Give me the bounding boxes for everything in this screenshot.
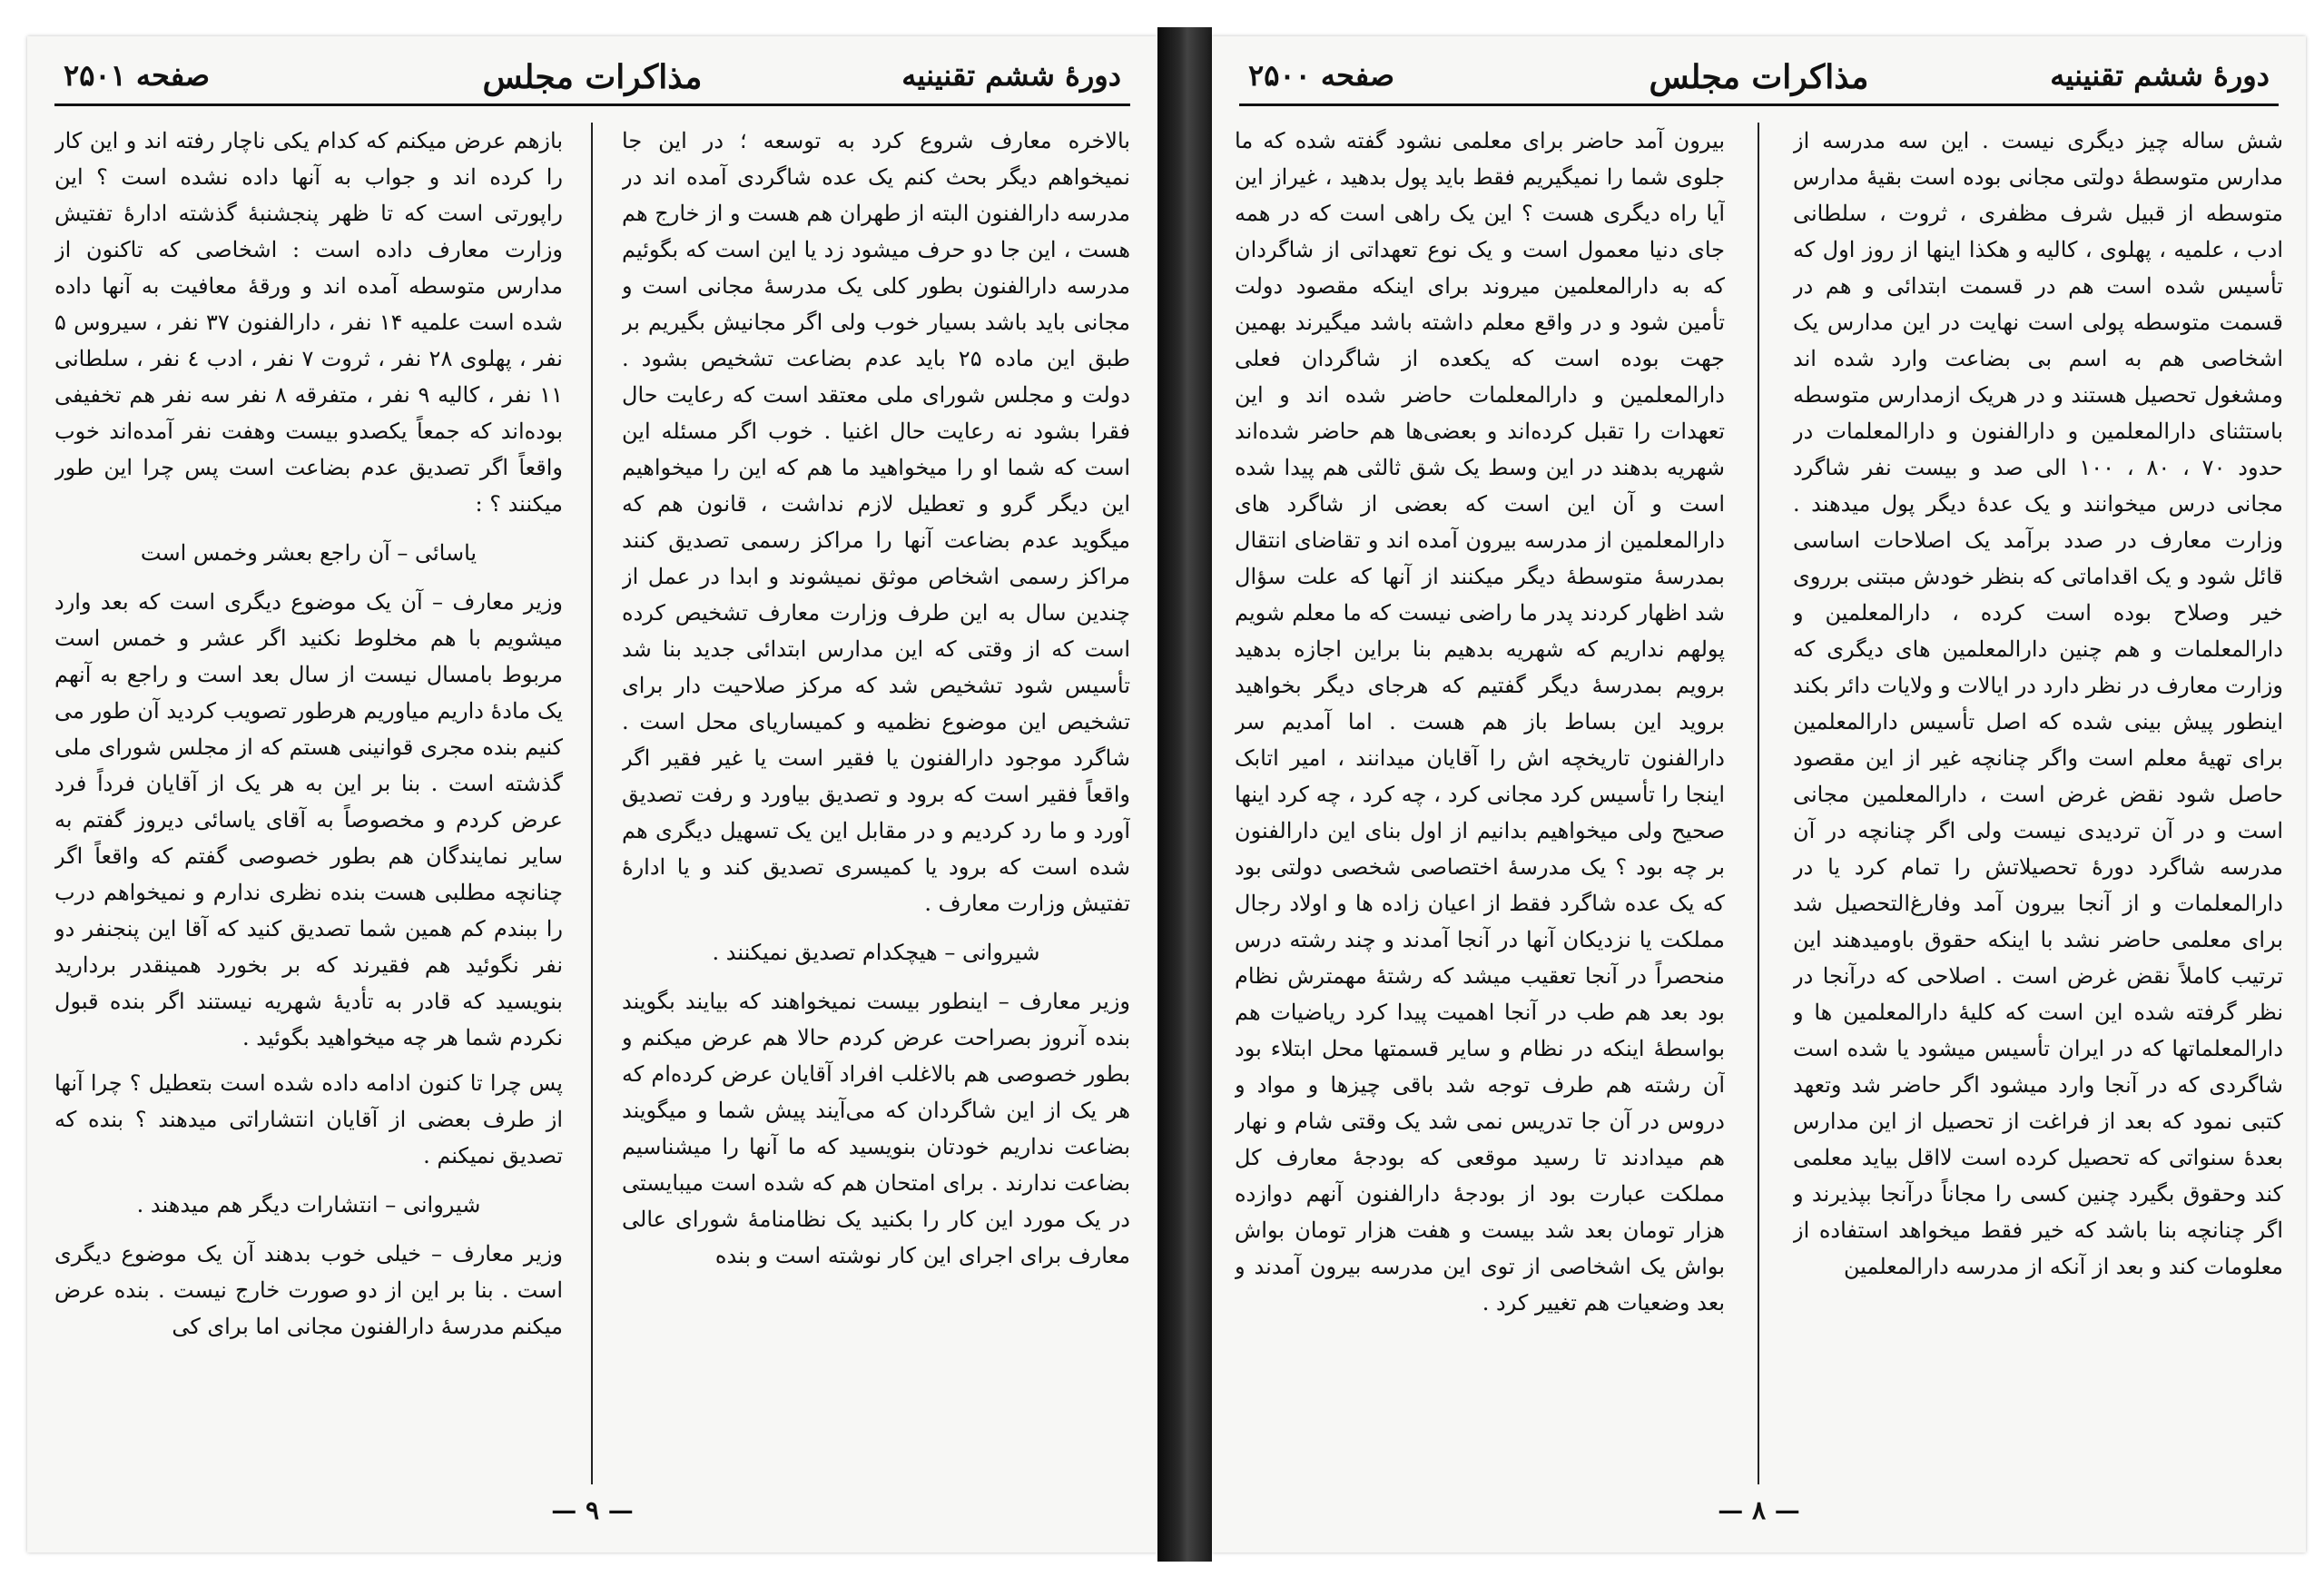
- right-page: [1212, 36, 2306, 1552]
- left-page: [27, 36, 1157, 1552]
- left-page-column-2: [54, 123, 563, 1484]
- paragraph: پس چرا تا کنون ادامه داده شده است بتعطیل ؟ چرا آنها از طرف بعضی از آقایان انتشاراتی میدهند ؟ بنده که تصدیق نمیکنم .: [54, 1070, 563, 1168]
- column-divider: [1758, 123, 1759, 1484]
- page-number-label: صفحه ۲۵۰۰: [1248, 58, 1395, 93]
- publication-title: مذاکرات مجلس: [482, 58, 703, 96]
- column-divider: [591, 123, 593, 1484]
- paragraph: شش ساله چیز دیگری نیست . این سه مدرسه از مدارس متوسطهٔ دولتی مجانی بوده است بقیهٔ مدارس متوسطه از قبیل شرف مظفری ، ثروت ، سلطانی ادب ، علمیه ، پهلوی ، کالیه و هکذا اینها از روز اول که تأسیس شده است هم در قسمت ابتدائی و هم در قسمت متوسطه پولی است نهایت در این مدارس یک اشخاصی هم به اسم بی بضاعت وارد شده اند ومشغول تحصیل هستند و در هریک ازمدارس متوسطه باستثنای دارالمعلمین و دارالفنون و دارالمعلمات در حدود ۷۰ ، ۸۰ ، ۱۰۰ الی صد و بیست نفر شاگرد مجانی درس میخوانند و یک عدهٔ دیگر پول میدهند . وزارت معارف در صدد برآمد یک اصلاحات اساسی قائل شود و یک اقداماتی که بنظر خودش مبتنی برروی خیر وصلاح بوده است کرده ، دارالمعلمین و دارالمعلمات و هم چنین دارالمعلمین های دیگری که وزارت معارف در نظر دارد در ایالات و ولایات دائر بکند اینطور پیش بینی شده که اصل تأسیس دارالمعلمین برای تهیهٔ معلم است واگر چنانچه غیر از این مقصود حاصل شود نقض غرض است ، دارالمعلمین مجانی است و در آن تردیدی نیست ولی اگر چنانچه در آن مدرسه شاگرد دورهٔ تحصیلاتش را تمام کرد یا در دارالمعلمات و از آنجا بیرون آمد وفارغ‌التحصیل شد برای معلمی حاضر نشد با اینکه حقوق باومیدهند این ترتیب کاملاً نقض غرض است . اصلاحی که درآنجا در نظر گرفته شده این است که کلیهٔ دارالمعلمین ها و دارالمعلماتها که در ایران تأسیس میشود یا شده است شاگردی که در آنجا وارد میشود اگر حاضر شد وتعهد کتبی نمود که بعد از فراغت از تحصیل از این مدارس بعدهٔ سنواتی که تحصیل کرده است لااقل بیاید معلمی کند وحقوق بگیرد چنین کسی را مجاناً درآنجا بپذیرند و اگر چنانچه بنا باشد که خیر فقط میخواهد استفاده از معلومات کند و بعد از آنکه از مدرسه دارالمعلمین: [1793, 128, 2283, 1279]
- right-page-column-1: [1793, 123, 2283, 1484]
- speaker-line: شیروانی – هیچکدام تصدیق نمیکنند .: [712, 940, 1040, 965]
- right-page-header: [1239, 53, 2279, 106]
- session-title: دورهٔ ششم تقنینیه: [901, 58, 1121, 93]
- paragraph: وزیر معارف – آن یک موضوع دیگری است که بعد وارد میشویم با هم مخلوط نکنید اگر عشر و خمس است مربوط بامسال نیست از سال بعد است و راجع به آنهم یک مادهٔ داریم میاوریم هرطور تصویب کردید آن طور می کنیم بنده مجری قوانینی هستم که از مجلس شورای ملی گذشته است . بنا بر این به هر یک از آقایان فرداً فرد عرض کردم و مخصوصاً به آقای یاسائی دیروز گفتم به سایر نمایندگان هم بطور خصوصی گفتم که واقعاً اگر چنانچه مطلبی هست بنده نظری ندارم و نمیخواهم درب را ببندم کم همین شما تصدیق کنید که آقا این پنجنفر دو نفر نگوئید هم فقیرند که بر بخورد همینقدر بردارید بنویسید که قادر به تأدیهٔ شهریه نیستند اگر بنده قبول نکردم شما هر چه میخواهید بگوئید .: [54, 589, 563, 1050]
- paragraph: بازهم عرض میکنم که کدام یکی ناچار رفته اند و این کار را کرده اند و جواب به آنها داده نشده است ؟ این راپورتی است که تا ظهر پنجشنبهٔ گذشته ادارهٔ تفتیش وزارت معارف داده است : اشخاصی که تاکنون از مدارس متوسطه آمده اند و ورقهٔ معافیت به آنها داده شده است علمیه ۱۴ نفر ، دارالفنون ۳۷ نفر ، سیروس ۵ نفر ، پهلوی ۲۸ نفر ، ثروت ۷ نفر ، ادب ٤ نفر ، سلطانی ۱۱ نفر ، کالیه ۹ نفر ، متفرقه ۸ نفر سه نفر هم تخفیفی بوده‌اند که جمعاً یکصدو بیست وهفت نفر آمده‌اند خوب واقعاً اگر تصدیق عدم بضاعت است پس چرا این طور میکنند ؟ :: [54, 128, 563, 517]
- speaker-line: یاسائی – آن راجع بعشر وخمس است: [140, 540, 478, 566]
- page-number-label: صفحه ۲۵۰۱: [64, 58, 211, 93]
- book-gutter: [1157, 27, 1212, 1562]
- right-page-column-2: [1235, 123, 1725, 1484]
- paragraph: بالاخره معارف شروع کرد به توسعه ؛ در این جا نمیخواهم دیگر بحث کنم یک عده شاگردی آمده اند در مدرسه دارالفنون البته از طهران هم هست و از خارج هم هست ، این جا دو حرف میشود زد یا این است که بگوئیم مدرسه دارالفنون بطور کلی یک مدرسهٔ مجانی است و مجانی باید باشد بسیار خوب ولی اگر مجانیش بگیریم بر طبق این ماده ۲۵ باید عدم بضاعت تشخیص بشود . دولت و مجلس شورای ملی معتقد است که رعایت حال فقرا بشود نه رعایت حال اغنیا . خوب اگر مسئله این است که شما او را میخواهید ما هم که این را میخواهیم این دیگر گرو و تعطیل لازم نداشت ، قانون هم که میگوید عدم بضاعت آنها را مراکز رسمی تصدیق کنند مراکز رسمی اشخاص موثق نمیشوند و ابدا در عمل از چندین سال به این طرف وزارت معارف تشخیص کرده است که از وقتی که این مدارس ابتدائی جدید بنا شد تأسیس شود تشخیص شد که مرکز صلاحیت دار برای تشخیص این موضوع نظمیه و کمیساریای محل است . شاگرد موجود دارالفنون یا فقیر است یا غیر فقیر اگر واقعاً فقیر است که برود و تصدیق بیاورد و رفت تصدیق آورد و ما رد کردیم و در مقابل این یک تسهیل دیگری هم شده است که برود یا کمیسری تصدیق کند و یا ادارهٔ تفتیش وزارت معارف .: [622, 128, 1130, 916]
- publication-title: مذاکرات مجلس: [1649, 58, 1869, 96]
- paragraph: وزیر معارف – اینطور بیست نمیخواهند که بیایند بگویند بنده آنروز بصراحت عرض کردم حالا هم عرض میکنم و بطور خصوصی هم بالاغلب افراد آقایان عرض کرده‌ام که هر یک از این شاگردان که می‌آیند پیش شما و میگویند بضاعت نداریم خودتان بنویسید که ما آنها را میشناسیم بضاعت ندارند . برای امتحان هم که شده است میبایستی در یک مورد این کار را بکنید یک نظامنامهٔ شورای عالی معارف برای اجرای این کار نوشته است و بنده: [622, 989, 1130, 1268]
- page-footer-number: — ۸ —: [1718, 1495, 1800, 1525]
- left-page-header: [54, 53, 1130, 106]
- left-page-column-1: [622, 123, 1130, 1484]
- paragraph: بیرون آمد حاضر برای معلمی نشود گفته شده که ما جلوی شما را نمیگیریم فقط باید پول بدهید ، غیراز این آیا راه دیگری هست ؟ این یک راهی است که در همه جای دنیا معمول است و یک نوع تعهداتی از شاگردان که به دارالمعلمین میروند برای اینکه مقصود دولت تأمین شود و در واقع معلم داشته باشد میگیرند بهمین جهت بوده است که یکعده از شاگردان فعلی دارالمعلمین و دارالمعلمات حاضر شده اند و این تعهدات را تقبل کرده‌اند و بعضی‌ها هم حاضر شده‌اند شهریه بدهند در این وسط یک شق ثالثی هم پیدا شده است و آن این است که بعضی از شاگرد های دارالمعلمین از مدرسه بیرون آمده اند و تقاضای انتقال بمدرسهٔ متوسطهٔ دیگر میکنند از آنها که علت سؤال شد اظهار کردند پدر ما راضی نیست که ما معلم شویم پولهم نداریم که شهریه بدهیم بنا براین اجازه بدهید برویم بمدرسهٔ دیگر گفتیم که هرجای دیگر بخواهید بروید این بساط باز هم هست . اما آمدیم سر دارالفنون تاریخچه اش را آقایان میدانند ، امیر اتابک اینجا را تأسیس کرد مجانی کرد ، چه کرد ، چه کرد اینها صحیح ولی میخواهیم بدانیم از اول بنای این دارالفنون بر چه بود ؟ یک مدرسهٔ اختصاصی شخصی دولتی بود که یک عده شاگرد فقط از اعیان زاده ها و اولاد رجال مملکت یا نزدیکان آنها در آنجا آمدند و چند رشته درس منحصراً در آنجا تعقیب میشد که رشتهٔ مهمترش نظام بود بعد هم طب در آنجا اهمیت پیدا کرد ریاضیات هم بواسطهٔ اینکه در نظام و سایر قسمتها محل ابتلاء بود آن رشته هم طرف توجه شد باقی چیزها و مواد و دروس در آن جا تدریس نمی شد یک وقتی شام و نهار هم میدادند تا رسید موقعی که بودجهٔ معارف کل مملکت عبارت بود از بودجهٔ دارالفنون آنهم دوازده هزار تومان بعد شد بیست و هفت هزار تومان بواش بواش یک اشخاصی از توی این مدرسه بیرون آمدند و بعد وضعیات هم تغییر کرد .: [1235, 128, 1725, 1316]
- paragraph: وزیر معارف – خیلی خوب بدهند آن یک موضوع دیگری است . بنا بر این از دو صورت خارج نیست . بنده عرض میکنم مدرسهٔ دارالفنون مجانی اما برای کی: [54, 1241, 563, 1339]
- page-footer-number: — ۹ —: [551, 1495, 634, 1525]
- session-title: دورهٔ ششم تقنینیه: [2050, 58, 2270, 93]
- speaker-line: شیروانی – انتشارات دیگر هم میدهند .: [136, 1192, 481, 1217]
